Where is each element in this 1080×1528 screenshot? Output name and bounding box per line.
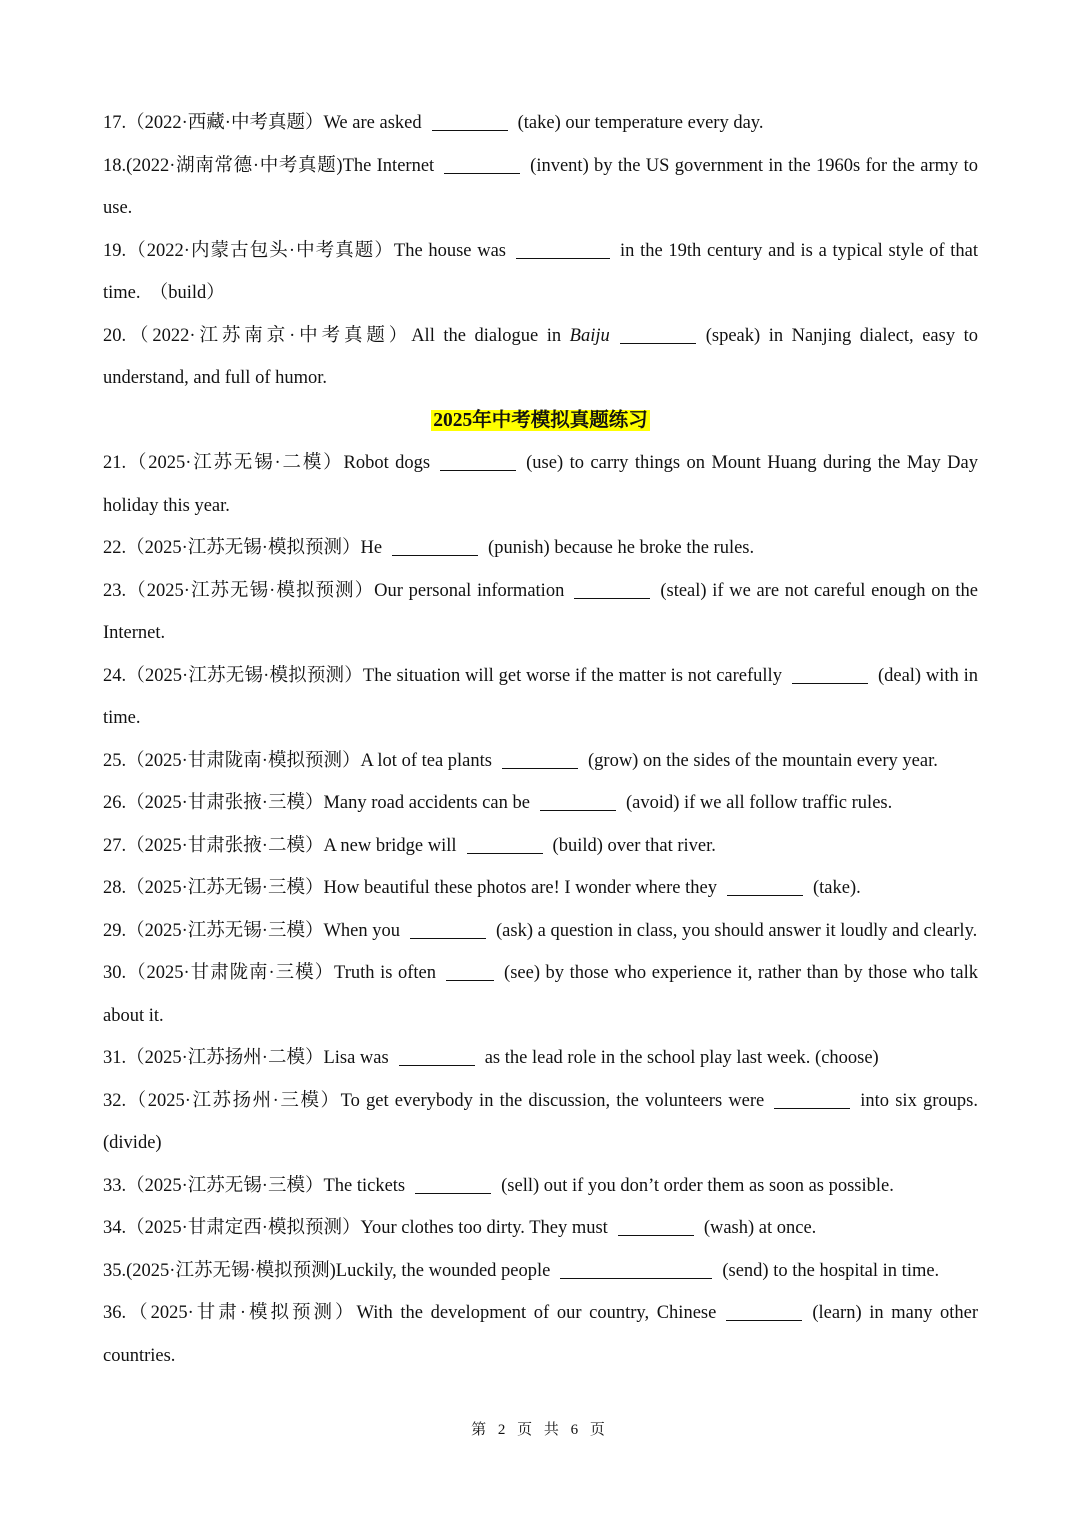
question-source: （2025·甘肃陇南·模拟预测）	[126, 750, 361, 771]
question-number: 23.	[103, 580, 127, 601]
question-source: （2022·西藏·中考真题）	[126, 113, 324, 133]
answer-blank[interactable]	[620, 323, 696, 344]
question-item	[103, 1292, 983, 1377]
question-text-after: (see) by those who experience it, rather than by those who talk about it.	[103, 963, 983, 1026]
question-text-before: Truth is often	[334, 963, 437, 983]
question-item	[103, 1080, 983, 1165]
question-number: 35.	[103, 1260, 127, 1281]
answer-blank[interactable]	[727, 875, 803, 896]
question-source: （2025·江苏扬州·二模）	[126, 1048, 324, 1068]
question-text-after: (send) to the hospital in time.	[722, 1260, 940, 1281]
question-text-after: (learn) in many other countries.	[103, 1303, 983, 1366]
question-text-after: (grow) on the sides of the mountain every year.	[588, 750, 938, 771]
question-number: 18.	[103, 155, 127, 176]
question-number: 22.	[103, 538, 127, 558]
question-source: （2022·内蒙古包头·中考真题）	[126, 240, 394, 261]
question-number: 28.	[103, 878, 127, 898]
question-item	[103, 740, 978, 783]
question-number: 34.	[103, 1218, 127, 1238]
page-footer	[0, 1418, 1080, 1439]
answer-blank[interactable]	[574, 578, 650, 599]
answer-blank[interactable]	[540, 790, 616, 811]
question-number: 26.	[103, 793, 127, 813]
answer-blank[interactable]	[516, 238, 610, 259]
question-list	[103, 102, 983, 1377]
answer-blank[interactable]	[410, 918, 486, 939]
answer-blank[interactable]	[726, 1300, 802, 1321]
question-text-before: A new bridge will	[323, 835, 457, 856]
questions-2022	[103, 102, 983, 400]
question-item	[103, 570, 983, 655]
question-number: 30.	[103, 963, 127, 983]
question-number: 33.	[103, 1175, 127, 1196]
question-text-before: To get everybody in the discussion, the volunteers were	[340, 1090, 765, 1111]
question-text-before: Luckily, the wounded people	[335, 1260, 551, 1281]
question-item	[103, 442, 983, 527]
question-text-after: as the lead role in the school play last week. (choose)	[484, 1048, 879, 1068]
question-text-after: (build) over that river.	[552, 835, 716, 856]
question-text-before: Lisa was	[323, 1048, 389, 1068]
question-text-after: (ask) a question in class, you should answer it loudly and clearly.	[496, 920, 978, 941]
question-item	[103, 1250, 978, 1293]
answer-blank[interactable]	[444, 153, 520, 174]
question-text-before: The Internet	[342, 155, 435, 176]
question-source: （2025·江苏无锡·二模）	[126, 453, 344, 473]
section-title-text: 2025年中考模拟真题练习	[433, 409, 648, 431]
question-text-after: (punish) because he broke the rules.	[488, 538, 755, 558]
question-text-after: (steal) if we are not careful enough on the Internet.	[103, 580, 983, 643]
answer-blank[interactable]	[774, 1088, 850, 1109]
question-source: （2025·江苏扬州·三模）	[126, 1090, 341, 1111]
section-title	[103, 400, 978, 443]
question-text-before: Your clothes too dirty. They must	[360, 1218, 608, 1238]
question-item	[103, 145, 983, 230]
question-text-after: (deal) with in time.	[103, 665, 983, 728]
question-text-before: Our personal information	[374, 580, 565, 601]
question-text-after: (avoid) if we all follow traffic rules.	[625, 793, 893, 813]
question-source: (2025·江苏无锡·模拟预测)	[126, 1260, 336, 1281]
question-text-after: (take).	[812, 878, 861, 898]
question-text-before: Many road accidents can be	[323, 793, 530, 813]
question-item	[103, 825, 978, 868]
answer-blank[interactable]	[792, 663, 868, 684]
answer-blank[interactable]	[446, 960, 494, 981]
footer-text: 第 2 页 共 6 页	[471, 1422, 609, 1438]
question-item	[103, 527, 978, 570]
answer-blank[interactable]	[560, 1258, 712, 1279]
question-text-after: (sell) out if you don’t order them as soon as possible.	[501, 1175, 894, 1196]
answer-blank[interactable]	[467, 833, 543, 854]
question-number: 31.	[103, 1048, 127, 1068]
question-item	[103, 867, 978, 910]
question-source: （2025·江苏无锡·三模）	[126, 920, 324, 941]
question-source: （2025·江苏无锡·三模）	[126, 878, 324, 898]
answer-blank[interactable]	[440, 450, 516, 471]
answer-blank[interactable]	[415, 1173, 491, 1194]
question-text-before: Robot dogs	[343, 453, 431, 473]
answer-blank[interactable]	[399, 1045, 475, 1066]
question-source: （2022·江苏南京·中考真题）	[126, 325, 412, 346]
question-text-after: into six groups. (divide)	[103, 1090, 983, 1153]
question-text-after: (invent) by the US government in the 1960s for the army to use.	[103, 155, 983, 218]
question-number: 27.	[103, 835, 127, 856]
question-number: 25.	[103, 750, 127, 771]
question-italic-term: Baiju	[569, 325, 610, 346]
question-source: （2025·甘肃张掖·二模）	[126, 835, 324, 856]
answer-blank[interactable]	[502, 748, 578, 769]
question-text-after: (wash) at once.	[703, 1218, 817, 1238]
question-text-before: A lot of tea plants	[360, 750, 492, 771]
question-source: （2025·江苏无锡·模拟预测）	[126, 580, 375, 601]
question-item	[103, 1037, 978, 1080]
question-text-after: (take) our temperature every day.	[517, 113, 764, 133]
question-text-before: The house was	[393, 240, 506, 261]
question-source: （2025·江苏无锡·模拟预测）	[126, 665, 363, 686]
question-number: 20.	[103, 325, 127, 346]
question-text-after: (speak) in Nanjing dialect, easy to understand, and full of humor.	[103, 325, 983, 388]
question-number: 36.	[103, 1303, 127, 1323]
question-source: （2025·江苏无锡·模拟预测）	[126, 538, 361, 558]
question-item	[103, 230, 983, 315]
question-number: 29.	[103, 920, 127, 941]
question-text-before: All the dialogue in	[411, 325, 570, 346]
question-item	[103, 315, 983, 400]
question-text-before: With the development of our country, Chinese	[356, 1303, 717, 1323]
question-number: 21.	[103, 453, 127, 473]
question-source: （2025·甘肃张掖·三模）	[126, 793, 324, 813]
question-number: 19.	[103, 240, 127, 261]
question-text-after: in the 19th century and is a typical style of that time. （build）	[103, 240, 983, 303]
answer-blank[interactable]	[432, 110, 508, 131]
question-item	[103, 782, 978, 825]
question-text-before: He	[360, 538, 383, 558]
question-number: 24.	[103, 665, 127, 686]
answer-blank[interactable]	[392, 535, 478, 556]
questions-2025	[103, 442, 983, 1377]
question-text-before: The tickets	[323, 1175, 406, 1196]
question-source: （2025·甘肃陇南·三模）	[126, 963, 335, 983]
question-item	[103, 655, 983, 740]
question-item	[103, 1165, 978, 1208]
question-text-after: (use) to carry things on Mount Huang during the May Day holiday this year.	[103, 453, 983, 516]
question-text-before: We are asked	[323, 113, 422, 133]
question-number: 32.	[103, 1090, 127, 1111]
question-source: （2025·江苏无锡·三模）	[126, 1175, 324, 1196]
question-number: 17.	[103, 113, 127, 133]
question-text-before: How beautiful these photos are! I wonder where they	[323, 878, 717, 898]
question-text-before: The situation will get worse if the matter is not carefully	[362, 665, 782, 686]
question-item	[103, 910, 978, 953]
question-item	[103, 1207, 978, 1250]
question-item	[103, 952, 983, 1037]
question-item	[103, 102, 978, 145]
question-source: (2022·湖南常德·中考真题)	[126, 155, 343, 176]
question-source: （2025·甘肃定西·模拟预测）	[126, 1218, 361, 1238]
question-source: （2025·甘肃·模拟预测）	[126, 1303, 357, 1323]
answer-blank[interactable]	[618, 1215, 694, 1236]
question-text-before: When you	[323, 920, 401, 941]
